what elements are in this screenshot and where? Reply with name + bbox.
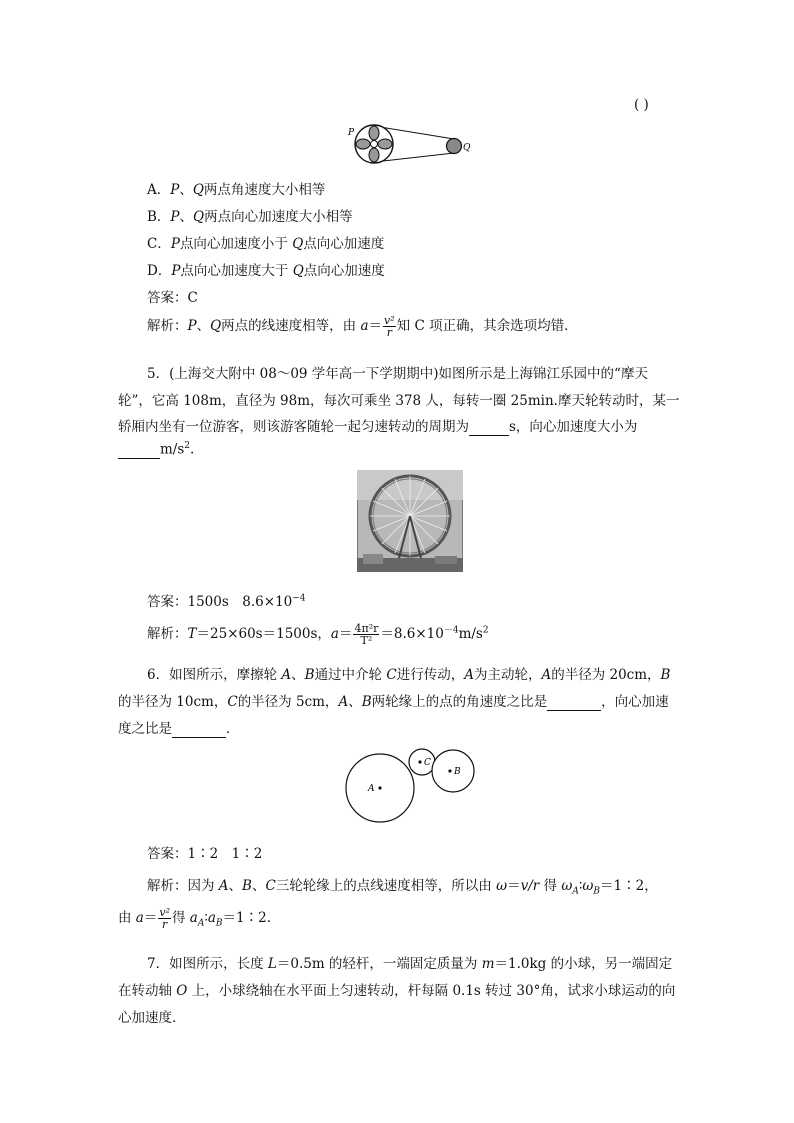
answer-bracket: ( ) [634, 97, 649, 113]
q7-line1: 7．如图所示，长度 L＝0.5m 的轻杆，一端固定质量为 m＝1.0kg 的小球，另一端固定 [147, 956, 673, 972]
acceleration-blank[interactable] [118, 442, 160, 459]
q5-line4: $m/s^2$. [118, 441, 194, 459]
label-q: Q [463, 143, 471, 153]
pulley-diagram [344, 122, 474, 166]
q4-analysis: 解析：P、Q两点的线速度相等，由 a＝ $\frac{\text{v²}}{r}$ 知 C 项正确，其余选项均错． [147, 314, 578, 339]
q4-answer: 答案：C [147, 290, 198, 306]
q6-line1: 6．如图所示，摩擦轮 A、B通过中介轮 C进行传动，A为主动轮，A的半径为 20cm，B [147, 667, 671, 683]
option-c: C．P点向心加速度小于 Q点向心加速度 [147, 236, 385, 252]
acceleration-ratio-blank[interactable] [172, 721, 226, 738]
period-blank[interactable] [469, 419, 509, 436]
option-d: D．P点向心加速度大于 Q点向心加速度 [147, 263, 385, 279]
angular-velocity-ratio-blank[interactable] [547, 694, 601, 711]
label-wheel-c: C [424, 758, 431, 768]
q5-line3: 轿厢内坐有一位游客，则该游客随轮一起匀速转动的周期为 s，向心加速度大小为 [118, 419, 638, 435]
q6-analysis-line2: 由 a＝ $\frac{\text{v²}}{r}$ 得 $a_A∶a_B=1∶2$. [118, 906, 272, 931]
label-p: P [348, 128, 355, 138]
q6-line3: 度之比是 ． [118, 721, 240, 737]
friction-wheels-diagram [340, 740, 480, 826]
q7-line2: 在转动轴 O 上，小球绕轴在水平面上匀速转动，杆每隔 0.1s 转过 30°角，试求小球运动的向 [118, 983, 676, 999]
option-b: B．P、Q两点向心加速度大小相等 [147, 209, 353, 225]
q5-line1: 5．(上海交大附中 08～09 学年高一下学期期中)如图所示是上海锦江乐园中的“摩天 [147, 366, 648, 382]
q6-analysis-line1: 解析：因为 A、B、C三轮轮缘上的点线速度相等，所以由 ω＝v/r 得 $\omega_A∶\omega_B=1∶2$， [147, 878, 658, 897]
q7-line3: 心加速度． [118, 1010, 186, 1026]
label-wheel-b: B [454, 767, 461, 777]
label-wheel-a: A [368, 784, 375, 794]
q6-answer: 答案：1∶2 1∶2 [147, 846, 263, 862]
q5-answer: 答案：1500s $8.6\times 10^{-4}$ [147, 593, 306, 610]
q5-analysis: 解析：T＝25×60s＝1500s，a＝ $\frac{\text{4π²r}}{\text{T²}}$ $=8.6\times 10^{-4}m/s^2$ [147, 622, 489, 647]
q6-line2: 的半径为 10cm，C的半径为 5cm，A、B两轮缘上的点的角速度之比是 ，向心加速 [118, 694, 669, 710]
q5-line2: 轮”，它高 108m，直径为 98m，每次可乘坐 378 人，每转一圈 25min.摩天轮转动时，某一 [118, 393, 680, 409]
ferris-wheel-photo [357, 470, 463, 572]
option-a: A．P、Q两点角速度大小相等 [147, 182, 326, 198]
